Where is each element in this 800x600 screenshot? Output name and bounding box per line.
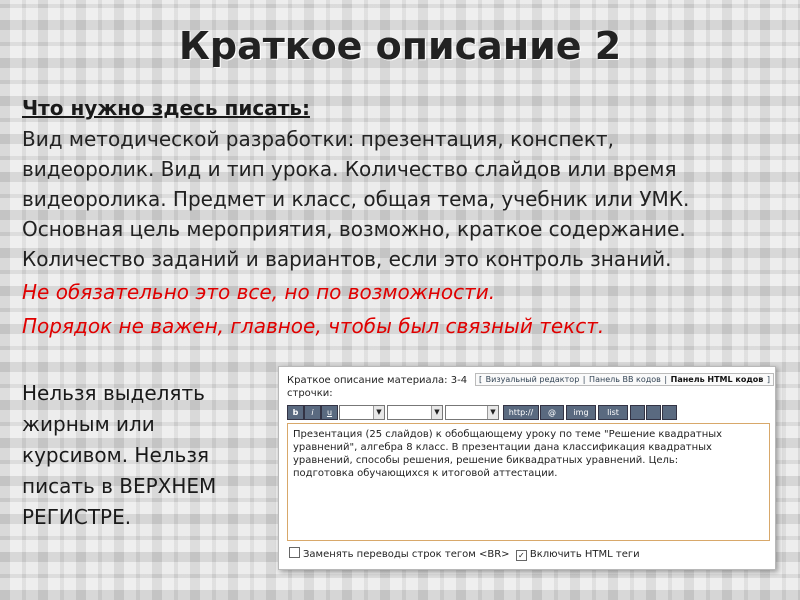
description-textarea[interactable]: [287, 423, 770, 541]
textarea-line: уравнений, способы решения, решение биквадратных уравнений. Цель:: [293, 455, 679, 466]
font-select[interactable]: [339, 405, 385, 420]
description-line: Основная цель мероприятия, возможно, краткое содержание.: [22, 217, 686, 241]
extra-button[interactable]: [646, 405, 661, 420]
main-description: [22, 124, 782, 274]
rule-line: курсивом. Нельзя: [22, 443, 210, 467]
extra-button[interactable]: [630, 405, 645, 420]
editor-label: Краткое описание материала: 3-4 строчки:: [287, 375, 468, 399]
slide-subtitle: Что нужно здесь писать:: [22, 96, 310, 120]
editor-tabs: [ Визуальный редактор | Панель BB кодов | Панель HTML кодов ]: [475, 373, 774, 386]
bold-button[interactable]: b: [287, 405, 304, 420]
editor-footer: [289, 547, 640, 561]
rule-line: Нельзя выделять: [22, 381, 205, 405]
rule-line: жирным или: [22, 412, 155, 436]
link-button[interactable]: http://: [503, 405, 539, 420]
list-button[interactable]: list: [598, 405, 628, 420]
formatting-rules: [22, 378, 272, 533]
tab-bb-codes[interactable]: Панель BB кодов: [589, 375, 661, 384]
size-select[interactable]: [387, 405, 443, 420]
underline-button[interactable]: u: [321, 405, 338, 420]
description-line: Количество заданий и вариантов, если это контроль знаний.: [22, 247, 672, 271]
description-line: видеоролик. Вид и тип урока. Количество слайдов или время: [22, 157, 677, 181]
textarea-line: уравнений", алгебра 8 класс. В презентации дана классификация квадратных: [293, 442, 712, 453]
tab-visual-editor[interactable]: Визуальный редактор: [485, 375, 580, 384]
replace-br-checkbox[interactable]: [289, 547, 300, 558]
chevron-down-icon: ▼: [487, 406, 498, 419]
color-select[interactable]: [445, 405, 499, 420]
tab-html-codes[interactable]: Панель HTML кодов: [670, 375, 764, 384]
image-button[interactable]: img: [566, 405, 596, 420]
textarea-line: подготовка обучающихся к итоговой аттестации.: [293, 468, 558, 479]
note-order: Порядок не важен, главное, чтобы был связный текст.: [22, 314, 605, 338]
note-optional: Не обязательно это все, но по возможности.: [22, 280, 496, 304]
description-line: Вид методической разработки: презентация, конспект,: [22, 127, 614, 151]
email-button[interactable]: @: [540, 405, 564, 420]
replace-br-label: Заменять переводы строк тегом <BR>: [303, 549, 510, 560]
enable-html-label: Включить HTML теги: [529, 549, 640, 560]
textarea-line: Презентация (25 слайдов) к обобщающему уроку по теме "Решение квадратных: [293, 429, 723, 440]
editor-panel-screenshot: [278, 366, 776, 570]
chevron-down-icon: ▼: [373, 406, 384, 419]
italic-button[interactable]: i: [304, 405, 321, 420]
rule-line: писать в ВЕРХНЕМ: [22, 474, 217, 498]
extra-button[interactable]: [662, 405, 677, 420]
rule-line: РЕГИСТРЕ.: [22, 505, 132, 529]
description-line: видеоролика. Предмет и класс, общая тема, учебник или УМК.: [22, 187, 690, 211]
chevron-down-icon: ▼: [431, 406, 442, 419]
slide-title: Краткое описание 2: [178, 24, 622, 68]
enable-html-checkbox[interactable]: ✓: [516, 550, 527, 561]
